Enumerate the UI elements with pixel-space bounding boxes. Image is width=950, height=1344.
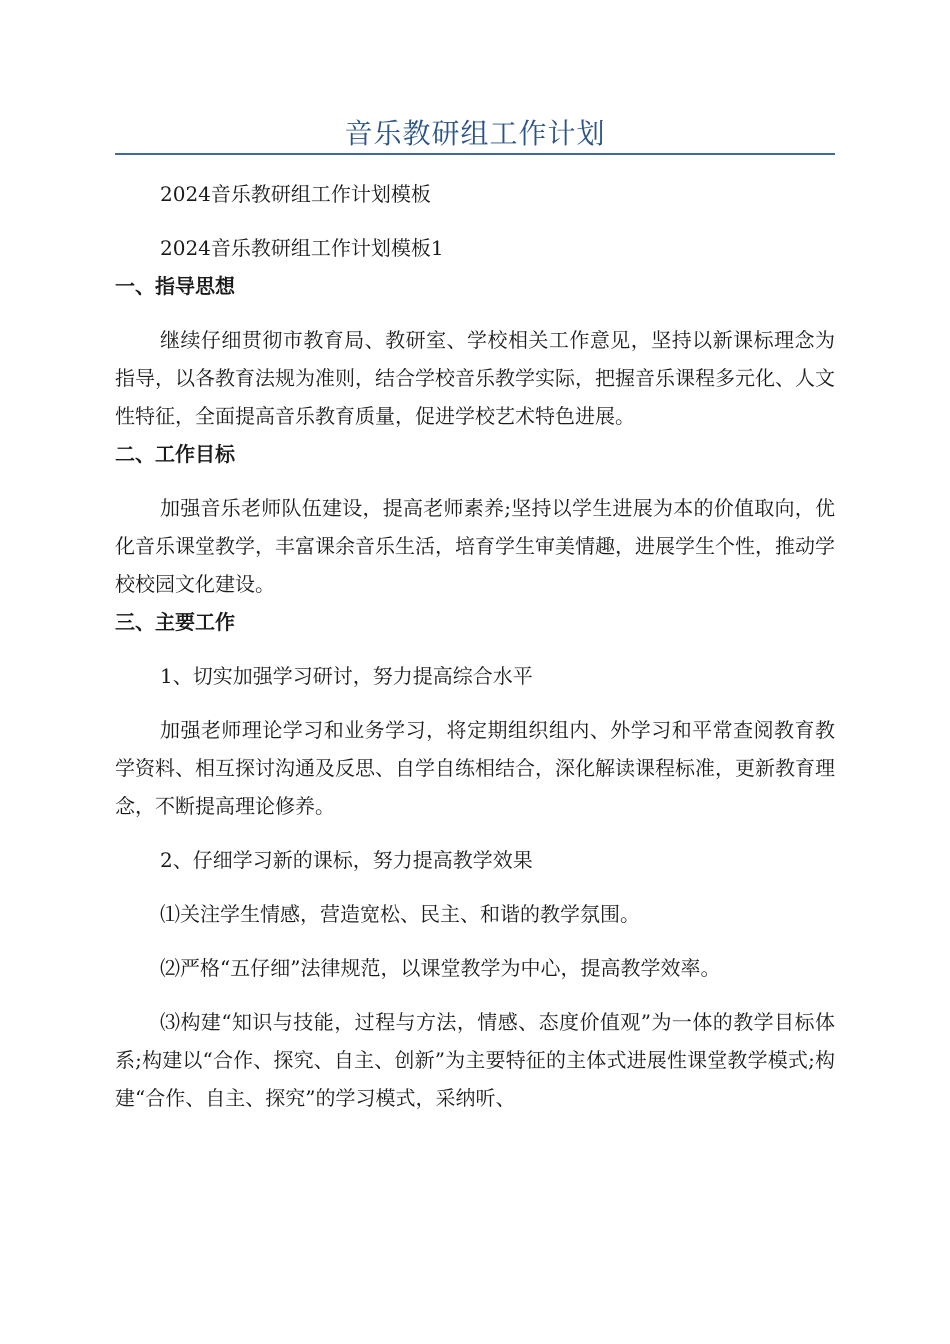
paragraph-template-heading: 2024音乐教研组工作计划模板1 <box>160 236 444 260</box>
section-heading-work-goals: 二、工作目标 <box>115 442 235 466</box>
paragraph-item-1-detail: 加强老师理论学习和业务学习，将定期组织组内、外学习和平常查阅教育教学资料、相互探讨沟通及反思、自学自练相结合，深化解读课程标准，更新教育理念，不断提高理论修养。 <box>115 718 835 818</box>
paragraph-item-2-sub-3: ⑶构建“知识与技能，过程与方法，情感、态度价值观”为一体的教学目标体系;构建以“合作、探究、自主、创新”为主要特征的主体式进展性课堂教学模式;构建“合作、自主、探究”的学习模式，采纳听、 <box>115 1010 835 1110</box>
paragraph-subtitle: 2024音乐教研组工作计划模板 <box>160 182 431 206</box>
document-body <box>115 175 835 1117</box>
paragraph-item-2-sub-2: ⑵严格“五仔细”法律规范，以课堂教学为中心，提高教学效率。 <box>160 956 721 980</box>
section-heading-guiding-thought: 一、指导思想 <box>115 274 235 298</box>
title-underline <box>115 153 835 155</box>
paragraph-guiding-thought: 继续仔细贯彻市教育局、教研室、学校相关工作意见，坚持以新课标理念为指导，以各教育法规为准则，结合学校音乐教学实际，把握音乐课程多元化、人文性特征，全面提高音乐教育质量，促进学校艺术特色进展。 <box>115 328 835 428</box>
paragraph-work-goals: 加强音乐老师队伍建设，提高老师素养;坚持以学生进展为本的价值取向，优化音乐课堂教学，丰富课余音乐生活，培育学生审美情趣，进展学生个性，推动学校校园文化建设。 <box>115 496 835 596</box>
section-heading-main-work: 三、主要工作 <box>115 610 235 634</box>
paragraph-item-1: 1、切实加强学习研讨，努力提高综合水平 <box>160 664 533 688</box>
document-title: 音乐教研组工作计划 <box>344 117 606 150</box>
paragraph-item-2: 2、仔细学习新的课标，努力提高教学效果 <box>160 848 533 872</box>
paragraph-item-2-sub-1: ⑴关注学生情感，营造宽松、民主、和谐的教学氛围。 <box>160 902 640 926</box>
